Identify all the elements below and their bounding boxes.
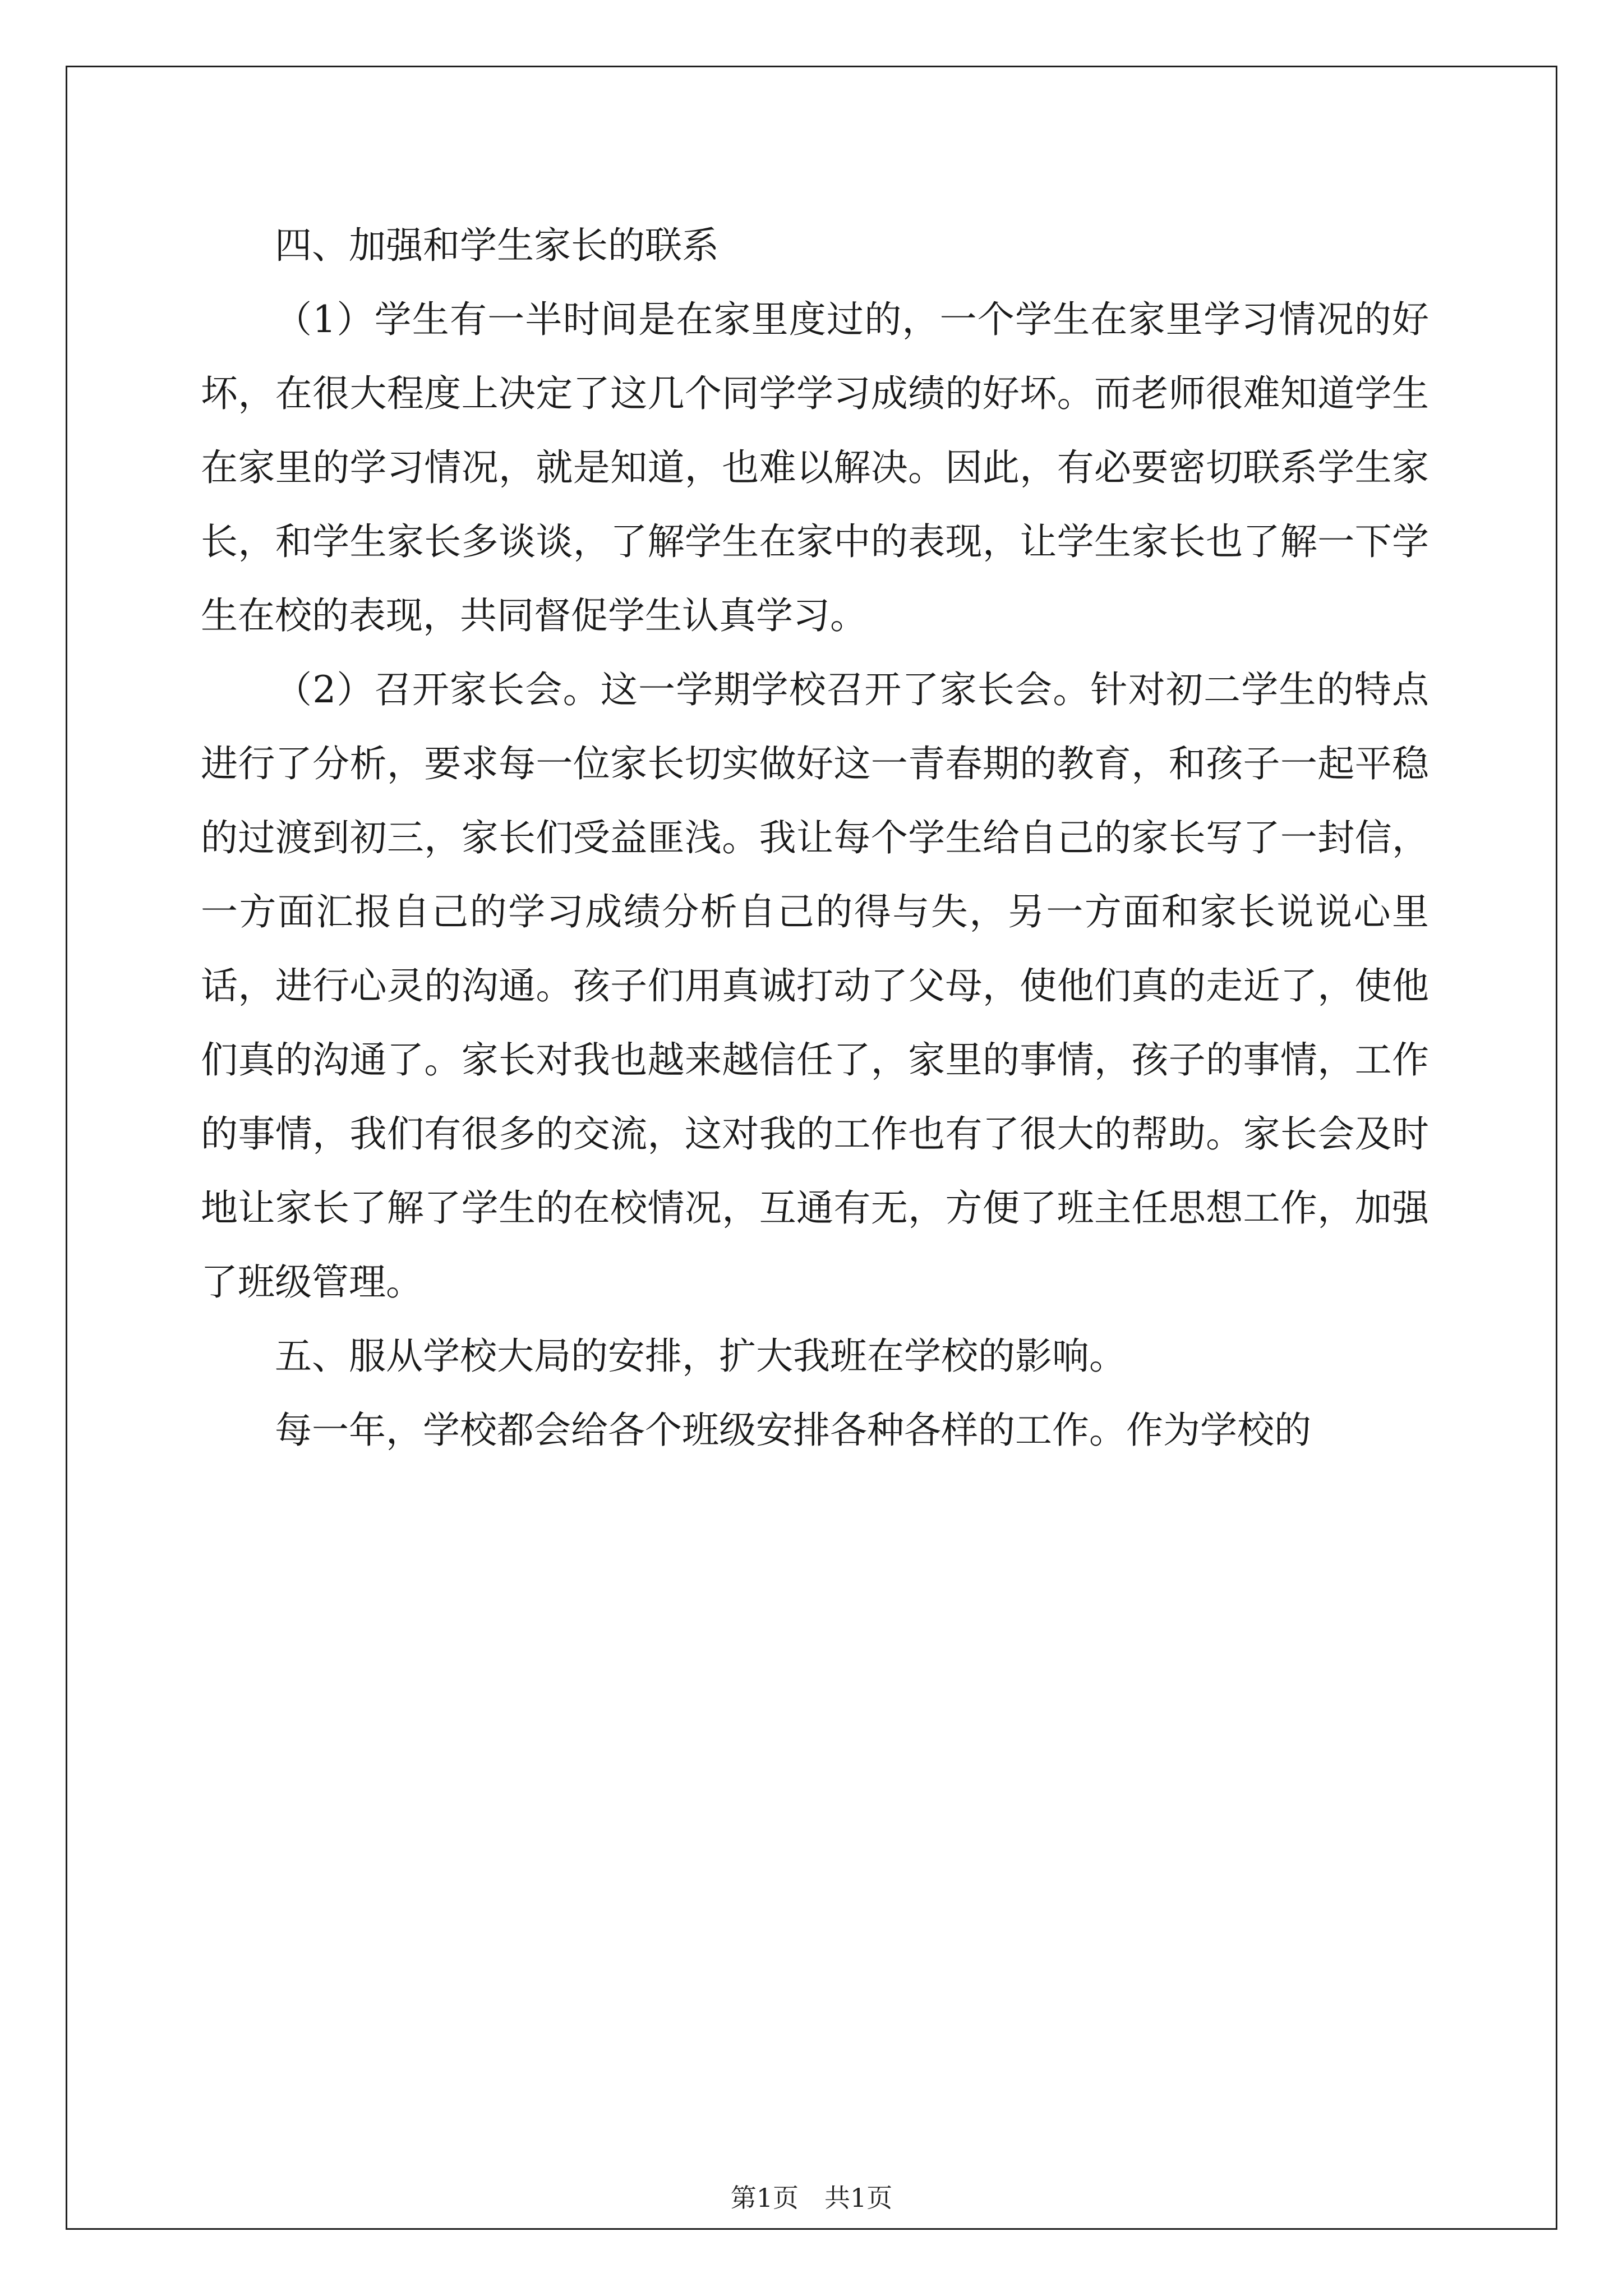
paragraph-5-1: 每一年，学校都会给各个班级安排各种各样的工作。作为学校的: [275, 1409, 1311, 1452]
paragraph-4-1: （1）学生有一半时间是在家里度过的，一个学生在家里学习情况的好坏，在很大程度上决定了这几个同学学习成绩的好坏。而老师很难知道学生在家里的学习情况，就是知道，也难以解决。因此，有必要密切联系学生家长，和学生家长多谈谈，了解学生在家中的表现，让学生家长也了解一下学生在校的表现，共同督促学生认真学习。: [201, 298, 1429, 637]
section-heading-5: 五、服从学校大局的安排，扩大我班在学校的影响。: [275, 1335, 1126, 1378]
section-heading-4: 四、加强和学生家长的联系: [275, 224, 719, 267]
document-body: [201, 209, 1429, 1467]
paragraph-4-2: （2）召开家长会。这一学期学校召开了家长会。针对初二学生的特点进行了分析，要求每一位家长切实做好这一青春期的教育，和孩子一起平稳的过渡到初三，家长们受益匪浅。我让每个学生给自己的家长写了一封信，一方面汇报自己的学习成绩分析自己的得与失，另一方面和家长说说心里话，进行心灵的沟通。孩子们用真诚打动了父母，使他们真的走近了，使他们真的沟通了。家长对我也越来越信任了，家里的事情，孩子的事情，工作的事情，我们有很多的交流，这对我的工作也有了很大的帮助。家长会及时地让家长了解了学生的在校情况，互通有无，方便了班主任思想工作，加强了班级管理。: [201, 668, 1429, 1304]
page-number-footer: 第1页 共1页: [730, 2183, 893, 2213]
